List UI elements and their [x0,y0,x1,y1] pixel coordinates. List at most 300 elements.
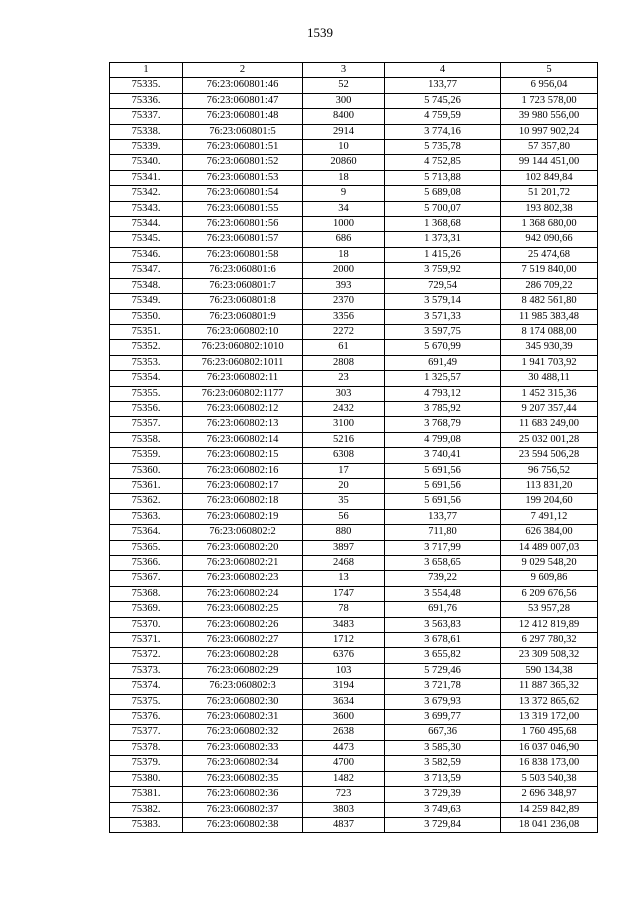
cadastral-number-cell: 76:23:060802:1177 [183,386,303,401]
header-row [110,63,598,78]
area-cell: 3897 [303,540,385,555]
value-cell: 14 489 007,03 [501,540,598,555]
row-number-cell: 75339. [110,140,183,155]
rate-cell: 711,80 [385,525,501,540]
area-cell: 723 [303,787,385,802]
value-cell: 16 838 173,00 [501,756,598,771]
row-number-cell: 75349. [110,294,183,309]
value-cell: 16 037 046,90 [501,740,598,755]
value-cell: 30 488,11 [501,371,598,386]
cadastral-number-cell: 76:23:060802:23 [183,571,303,586]
rate-cell: 5 729,46 [385,663,501,678]
cadastral-number-cell: 76:23:060801:6 [183,263,303,278]
area-cell: 18 [303,170,385,185]
cadastral-number-cell: 76:23:060802:36 [183,787,303,802]
cadastral-number-cell: 76:23:060802:30 [183,694,303,709]
table-row [110,448,598,463]
table-row [110,771,598,786]
rate-cell: 3 563,83 [385,617,501,632]
table-row [110,324,598,339]
cadastral-number-cell: 76:23:060802:15 [183,448,303,463]
header-cell-1: 1 [110,63,183,78]
row-number-cell: 75338. [110,124,183,139]
table-row [110,93,598,108]
value-cell: 6 297 780,32 [501,633,598,648]
rate-cell: 667,36 [385,725,501,740]
row-number-cell: 75377. [110,725,183,740]
row-number-cell: 75352. [110,340,183,355]
rate-cell: 5 689,08 [385,186,501,201]
row-number-cell: 75358. [110,432,183,447]
area-cell: 56 [303,509,385,524]
area-cell: 1482 [303,771,385,786]
cadastral-number-cell: 76:23:060802:10 [183,324,303,339]
header-cell-2: 2 [183,63,303,78]
value-cell: 7 491,12 [501,509,598,524]
cadastral-number-cell: 76:23:060802:21 [183,556,303,571]
table-row [110,294,598,309]
rate-cell: 3 582,59 [385,756,501,771]
rate-cell: 3 585,30 [385,740,501,755]
rate-cell: 729,54 [385,278,501,293]
rate-cell: 1 415,26 [385,247,501,262]
cadastral-number-cell: 76:23:060802:37 [183,802,303,817]
value-cell: 1 368 680,00 [501,217,598,232]
value-cell: 11 887 365,32 [501,679,598,694]
rate-cell: 3 721,78 [385,679,501,694]
area-cell: 3483 [303,617,385,632]
table-row [110,109,598,124]
cadastral-number-cell: 76:23:060802:18 [183,494,303,509]
table-row [110,817,598,832]
row-number-cell: 75353. [110,355,183,370]
area-cell: 393 [303,278,385,293]
area-cell: 3356 [303,309,385,324]
rate-cell: 1 368,68 [385,217,501,232]
area-cell: 4837 [303,817,385,832]
value-cell: 942 090,66 [501,232,598,247]
table-row [110,217,598,232]
row-number-cell: 75350. [110,309,183,324]
value-cell: 1 452 315,36 [501,386,598,401]
area-cell: 2638 [303,725,385,740]
table-row [110,494,598,509]
rate-cell: 3 729,39 [385,787,501,802]
table-row [110,756,598,771]
value-cell: 1 941 703,92 [501,355,598,370]
row-number-cell: 75376. [110,710,183,725]
area-cell: 13 [303,571,385,586]
rate-cell: 3 597,75 [385,324,501,339]
value-cell: 8 174 088,00 [501,324,598,339]
value-cell: 8 482 561,80 [501,294,598,309]
table-row [110,633,598,648]
area-cell: 78 [303,602,385,617]
rate-cell: 4 752,85 [385,155,501,170]
table-row [110,371,598,386]
cadastral-number-cell: 76:23:060802:2 [183,525,303,540]
value-cell: 1 760 495,68 [501,725,598,740]
area-cell: 1747 [303,586,385,601]
table-row [110,432,598,447]
value-cell: 2 696 348,97 [501,787,598,802]
value-cell: 6 956,04 [501,78,598,93]
row-number-cell: 75373. [110,663,183,678]
table-row [110,802,598,817]
area-cell: 20 [303,478,385,493]
area-cell: 8400 [303,109,385,124]
value-cell: 25 032 001,28 [501,432,598,447]
rate-cell: 691,76 [385,602,501,617]
value-cell: 1 723 578,00 [501,93,598,108]
rate-cell: 691,49 [385,355,501,370]
row-number-cell: 75342. [110,186,183,201]
header-cell-4: 4 [385,63,501,78]
rate-cell: 3 655,82 [385,648,501,663]
row-number-cell: 75360. [110,463,183,478]
area-cell: 3100 [303,417,385,432]
cadastral-number-cell: 76:23:060801:47 [183,93,303,108]
rate-cell: 5 691,56 [385,463,501,478]
cadastral-number-cell: 76:23:060801:56 [183,217,303,232]
value-cell: 18 041 236,08 [501,817,598,832]
row-number-cell: 75380. [110,771,183,786]
area-cell: 35 [303,494,385,509]
cadastral-number-cell: 76:23:060802:17 [183,478,303,493]
cadastral-number-cell: 76:23:060802:13 [183,417,303,432]
table-row [110,124,598,139]
cadastral-number-cell: 76:23:060802:14 [183,432,303,447]
area-cell: 4473 [303,740,385,755]
row-number-cell: 75347. [110,263,183,278]
value-cell: 12 412 819,89 [501,617,598,632]
area-cell: 2808 [303,355,385,370]
area-cell: 20860 [303,155,385,170]
value-cell: 51 201,72 [501,186,598,201]
cadastral-number-cell: 76:23:060802:33 [183,740,303,755]
area-cell: 17 [303,463,385,478]
rate-cell: 133,77 [385,78,501,93]
area-cell: 2468 [303,556,385,571]
cadastral-number-cell: 76:23:060802:1011 [183,355,303,370]
row-number-cell: 75368. [110,586,183,601]
row-number-cell: 75362. [110,494,183,509]
rate-cell: 5 691,56 [385,494,501,509]
row-number-cell: 75337. [110,109,183,124]
area-cell: 1000 [303,217,385,232]
table-row [110,140,598,155]
area-cell: 5216 [303,432,385,447]
row-number-cell: 75370. [110,617,183,632]
area-cell: 6308 [303,448,385,463]
rate-cell: 3 774,16 [385,124,501,139]
table-row [110,617,598,632]
area-cell: 3600 [303,710,385,725]
row-number-cell: 75348. [110,278,183,293]
row-number-cell: 75383. [110,817,183,832]
area-cell: 2370 [303,294,385,309]
value-cell: 39 980 556,00 [501,109,598,124]
row-number-cell: 75359. [110,448,183,463]
cadastral-number-cell: 76:23:060802:3 [183,679,303,694]
registry-table [109,62,598,833]
row-number-cell: 75335. [110,78,183,93]
row-number-cell: 75366. [110,556,183,571]
value-cell: 626 384,00 [501,525,598,540]
cadastral-number-cell: 76:23:060801:5 [183,124,303,139]
page-number: 1539 [307,25,333,40]
cadastral-number-cell: 76:23:060801:7 [183,278,303,293]
table-row [110,787,598,802]
value-cell: 345 930,39 [501,340,598,355]
row-number-cell: 75379. [110,756,183,771]
rate-cell: 5 745,26 [385,93,501,108]
area-cell: 4700 [303,756,385,771]
row-number-cell: 75364. [110,525,183,540]
area-cell: 2000 [303,263,385,278]
area-cell: 6376 [303,648,385,663]
rate-cell: 3 658,65 [385,556,501,571]
area-cell: 303 [303,386,385,401]
table-header [110,63,598,78]
table-row [110,170,598,185]
rate-cell: 739,22 [385,571,501,586]
cadastral-number-cell: 76:23:060802:24 [183,586,303,601]
cadastral-number-cell: 76:23:060801:55 [183,201,303,216]
table-row [110,571,598,586]
row-number-cell: 75375. [110,694,183,709]
table-row [110,417,598,432]
table-row [110,355,598,370]
value-cell: 53 957,28 [501,602,598,617]
value-cell: 5 503 540,38 [501,771,598,786]
cadastral-number-cell: 76:23:060802:28 [183,648,303,663]
area-cell: 686 [303,232,385,247]
value-cell: 23 309 508,32 [501,648,598,663]
cadastral-number-cell: 76:23:060802:12 [183,401,303,416]
row-number-cell: 75340. [110,155,183,170]
rate-cell: 5 691,56 [385,478,501,493]
area-cell: 23 [303,371,385,386]
row-number-cell: 75336. [110,93,183,108]
area-cell: 52 [303,78,385,93]
value-cell: 590 134,38 [501,663,598,678]
value-cell: 13 372 865,62 [501,694,598,709]
row-number-cell: 75369. [110,602,183,617]
table-row [110,540,598,555]
area-cell: 61 [303,340,385,355]
rate-cell: 5 700,07 [385,201,501,216]
rate-cell: 4 799,08 [385,432,501,447]
rate-cell: 3 571,33 [385,309,501,324]
table-row [110,725,598,740]
table-row [110,663,598,678]
row-number-cell: 75357. [110,417,183,432]
table-row [110,509,598,524]
value-cell: 96 756,52 [501,463,598,478]
table-row [110,340,598,355]
value-cell: 199 204,60 [501,494,598,509]
table-row [110,401,598,416]
area-cell: 9 [303,186,385,201]
area-cell: 18 [303,247,385,262]
row-number-cell: 75346. [110,247,183,262]
cadastral-number-cell: 76:23:060802:1010 [183,340,303,355]
row-number-cell: 75354. [110,371,183,386]
area-cell: 3634 [303,694,385,709]
cadastral-number-cell: 76:23:060802:26 [183,617,303,632]
table-row [110,463,598,478]
cadastral-number-cell: 76:23:060802:25 [183,602,303,617]
cadastral-number-cell: 76:23:060802:19 [183,509,303,524]
rate-cell: 4 793,12 [385,386,501,401]
value-cell: 9 207 357,44 [501,401,598,416]
table-row [110,232,598,247]
rate-cell: 5 735,78 [385,140,501,155]
value-cell: 57 357,80 [501,140,598,155]
table-row [110,309,598,324]
value-cell: 13 319 172,00 [501,710,598,725]
cadastral-number-cell: 76:23:060802:34 [183,756,303,771]
table-row [110,648,598,663]
table-row [110,525,598,540]
rate-cell: 3 679,93 [385,694,501,709]
rate-cell: 3 740,41 [385,448,501,463]
row-number-cell: 75381. [110,787,183,802]
value-cell: 23 594 506,28 [501,448,598,463]
rate-cell: 4 759,59 [385,109,501,124]
rate-cell: 3 713,59 [385,771,501,786]
value-cell: 11 985 383,48 [501,309,598,324]
table-row [110,740,598,755]
cadastral-number-cell: 76:23:060801:57 [183,232,303,247]
area-cell: 300 [303,93,385,108]
row-number-cell: 75363. [110,509,183,524]
area-cell: 3194 [303,679,385,694]
table-row [110,78,598,93]
value-cell: 10 997 902,24 [501,124,598,139]
row-number-cell: 75374. [110,679,183,694]
area-cell: 103 [303,663,385,678]
rate-cell: 3 554,48 [385,586,501,601]
table-row [110,556,598,571]
rate-cell: 1 373,31 [385,232,501,247]
rate-cell: 3 579,14 [385,294,501,309]
row-number-cell: 75367. [110,571,183,586]
value-cell: 14 259 842,89 [501,802,598,817]
table-row [110,278,598,293]
rate-cell: 3 678,61 [385,633,501,648]
cadastral-number-cell: 76:23:060801:54 [183,186,303,201]
row-number-cell: 75351. [110,324,183,339]
row-number-cell: 75378. [110,740,183,755]
rate-cell: 3 749,63 [385,802,501,817]
rate-cell: 3 699,77 [385,710,501,725]
rate-cell: 3 717,99 [385,540,501,555]
area-cell: 3803 [303,802,385,817]
cadastral-number-cell: 76:23:060802:16 [183,463,303,478]
row-number-cell: 75365. [110,540,183,555]
cadastral-number-cell: 76:23:060801:51 [183,140,303,155]
cadastral-number-cell: 76:23:060802:31 [183,710,303,725]
rate-cell: 3 759,92 [385,263,501,278]
cadastral-number-cell: 76:23:060802:32 [183,725,303,740]
table-row [110,478,598,493]
row-number-cell: 75344. [110,217,183,232]
cadastral-number-cell: 76:23:060802:11 [183,371,303,386]
value-cell: 11 683 249,00 [501,417,598,432]
cadastral-number-cell: 76:23:060802:29 [183,663,303,678]
value-cell: 113 831,20 [501,478,598,493]
row-number-cell: 75371. [110,633,183,648]
table-row [110,602,598,617]
cadastral-number-cell: 76:23:060801:58 [183,247,303,262]
area-cell: 880 [303,525,385,540]
cadastral-number-cell: 76:23:060802:35 [183,771,303,786]
value-cell: 7 519 840,00 [501,263,598,278]
header-cell-3: 3 [303,63,385,78]
cadastral-number-cell: 76:23:060801:46 [183,78,303,93]
cadastral-number-cell: 76:23:060802:38 [183,817,303,832]
row-number-cell: 75355. [110,386,183,401]
table-row [110,247,598,262]
row-number-cell: 75361. [110,478,183,493]
cadastral-number-cell: 76:23:060801:52 [183,155,303,170]
table-row [110,694,598,709]
value-cell: 193 802,38 [501,201,598,216]
rate-cell: 1 325,57 [385,371,501,386]
area-cell: 1712 [303,633,385,648]
table-row [110,586,598,601]
area-cell: 10 [303,140,385,155]
row-number-cell: 75382. [110,802,183,817]
cadastral-number-cell: 76:23:060801:48 [183,109,303,124]
rate-cell: 3 785,92 [385,401,501,416]
value-cell: 6 209 676,56 [501,586,598,601]
row-number-cell: 75345. [110,232,183,247]
table-body [110,78,598,833]
area-cell: 2272 [303,324,385,339]
value-cell: 25 474,68 [501,247,598,262]
table-row [110,710,598,725]
area-cell: 2914 [303,124,385,139]
value-cell: 102 849,84 [501,170,598,185]
header-cell-5: 5 [501,63,598,78]
table-row [110,263,598,278]
cadastral-number-cell: 76:23:060801:8 [183,294,303,309]
cadastral-number-cell: 76:23:060802:20 [183,540,303,555]
rate-cell: 5 713,88 [385,170,501,185]
row-number-cell: 75341. [110,170,183,185]
table-row [110,679,598,694]
value-cell: 9 029 548,20 [501,556,598,571]
table-row [110,155,598,170]
rate-cell: 5 670,99 [385,340,501,355]
cadastral-number-cell: 76:23:060801:53 [183,170,303,185]
area-cell: 2432 [303,401,385,416]
cadastral-number-cell: 76:23:060802:27 [183,633,303,648]
value-cell: 99 144 451,00 [501,155,598,170]
rate-cell: 3 729,84 [385,817,501,832]
value-cell: 286 709,22 [501,278,598,293]
cadastral-number-cell: 76:23:060801:9 [183,309,303,324]
table-row [110,386,598,401]
row-number-cell: 75343. [110,201,183,216]
area-cell: 34 [303,201,385,216]
row-number-cell: 75372. [110,648,183,663]
table-row [110,186,598,201]
rate-cell: 133,77 [385,509,501,524]
